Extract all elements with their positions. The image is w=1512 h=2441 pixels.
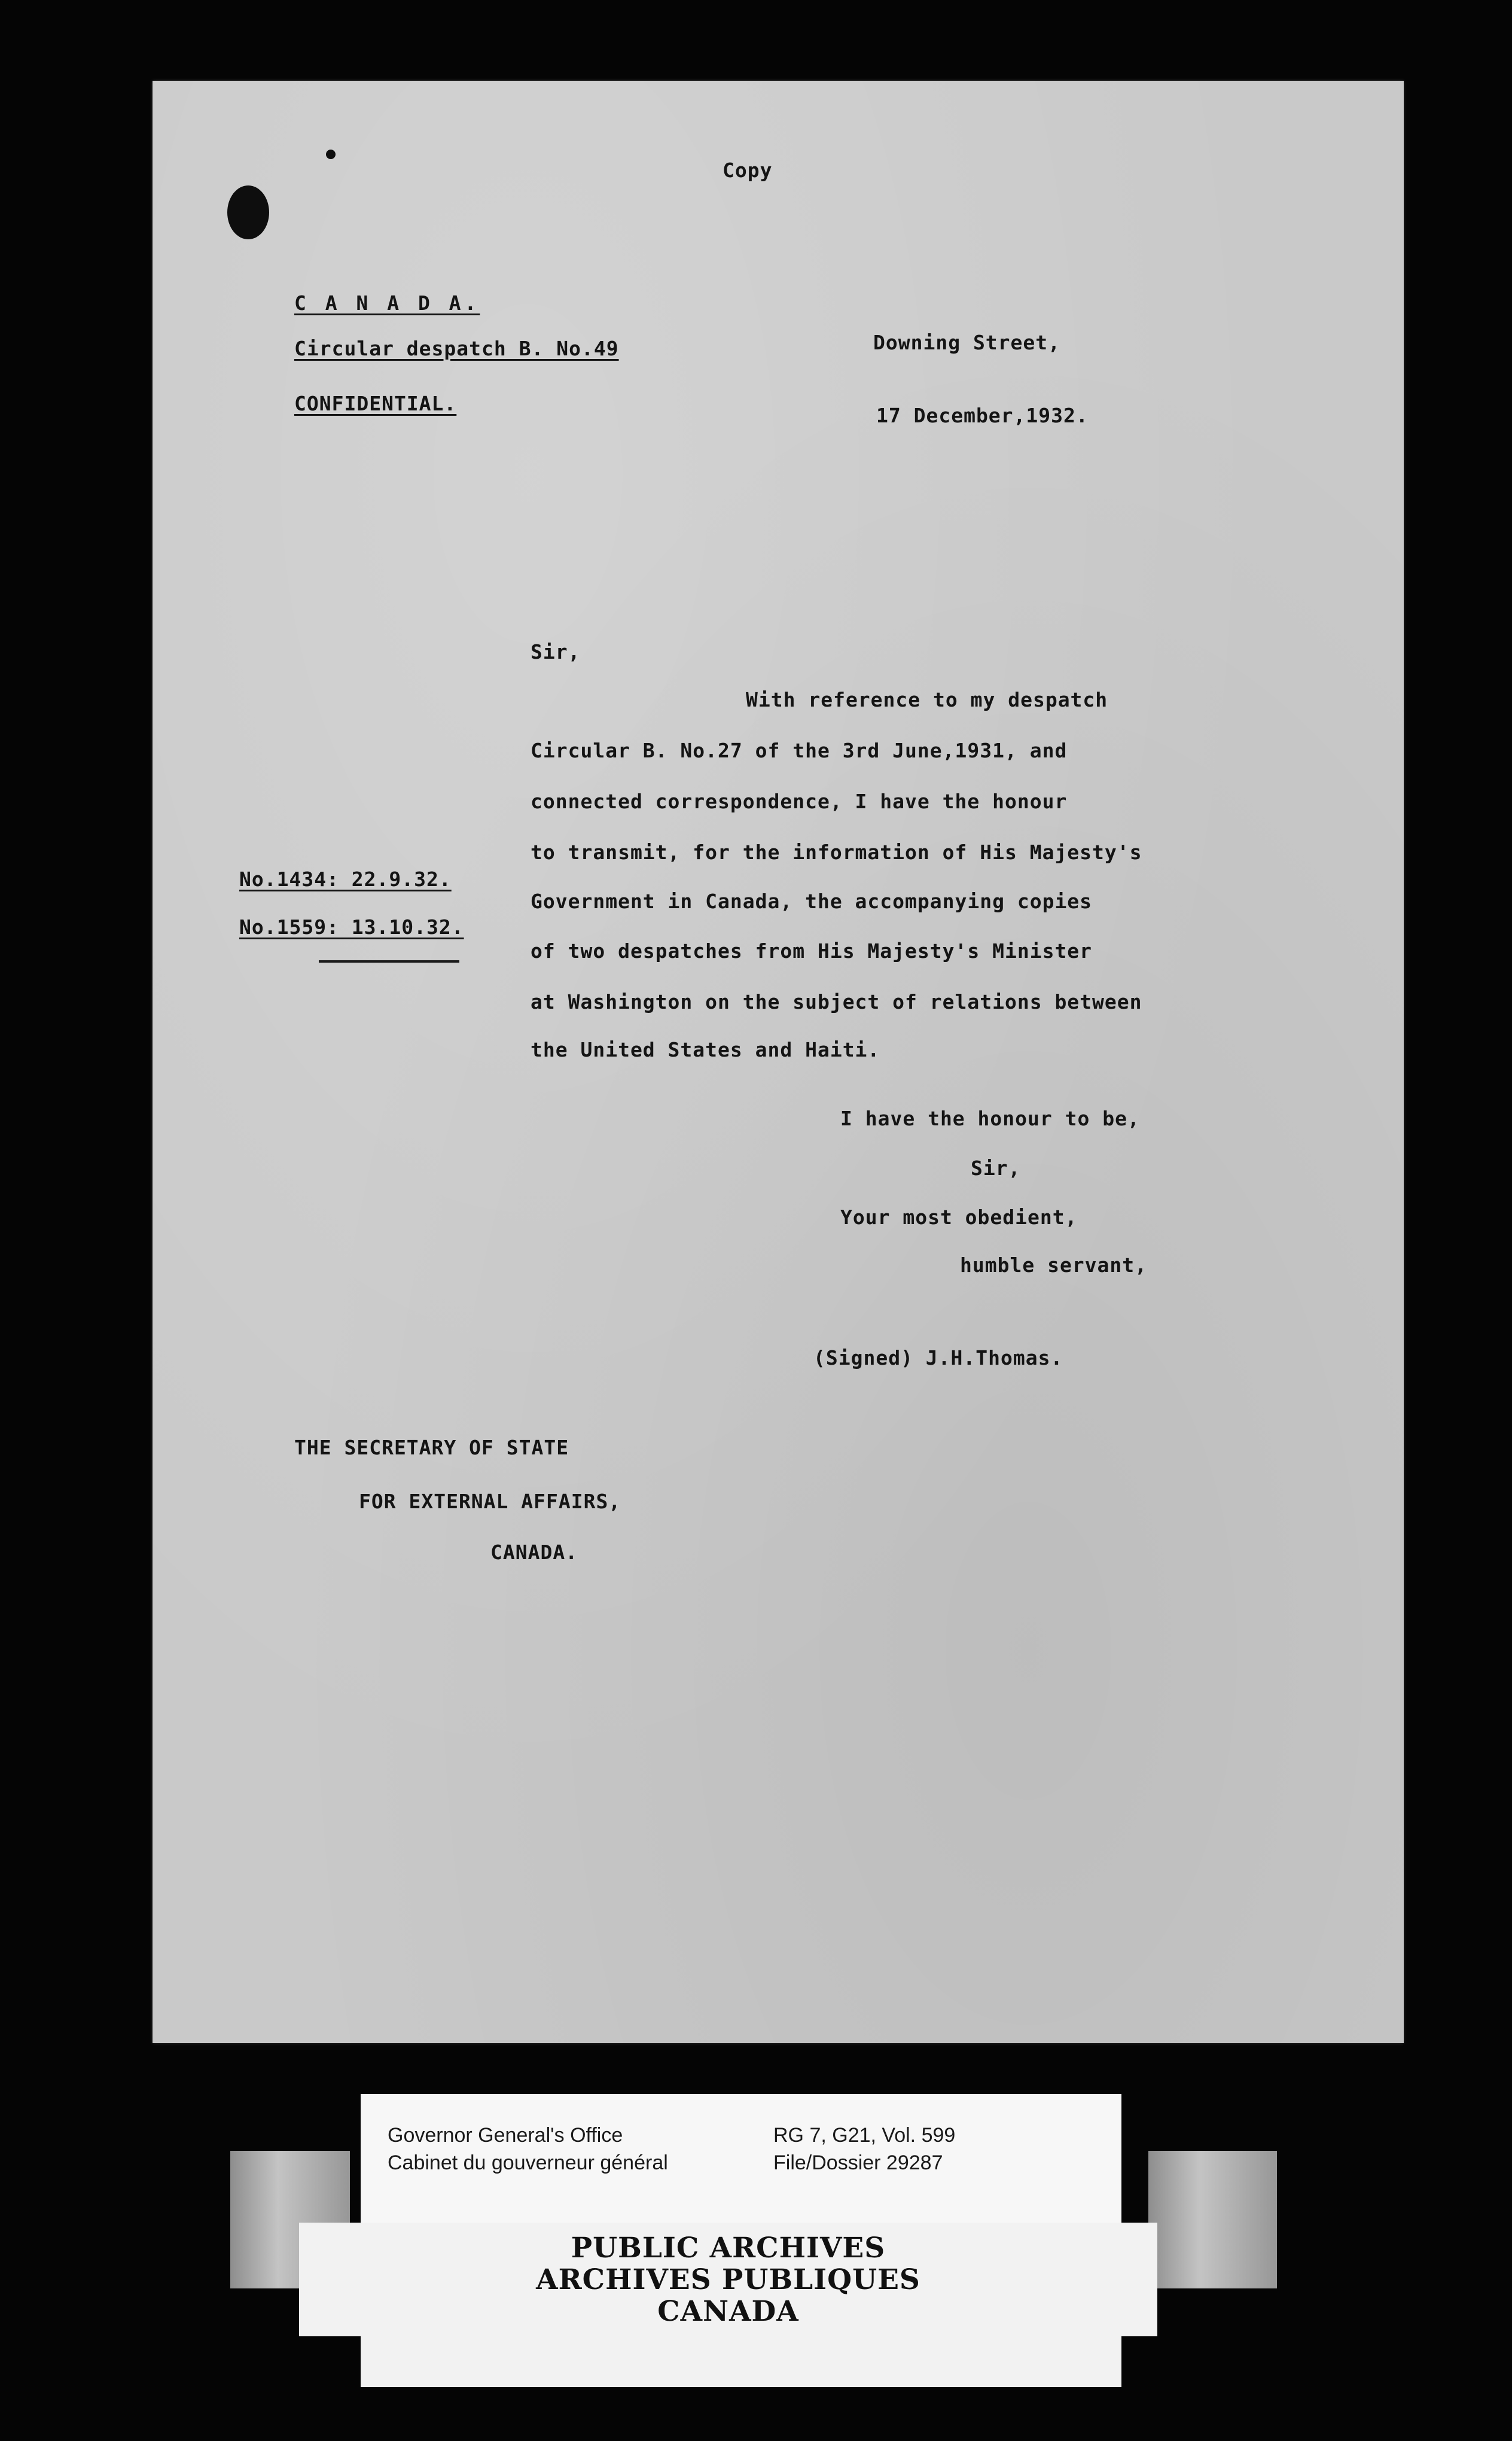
archive-reference-label bbox=[361, 2094, 1121, 2223]
archive-label-base bbox=[361, 2336, 1121, 2387]
office-french: Cabinet du gouverneur général bbox=[388, 2151, 668, 2174]
margin-rule bbox=[319, 960, 459, 963]
margin-reference: No.1434: 22.9.32. bbox=[239, 868, 452, 891]
closing-line: I have the honour to be, bbox=[840, 1107, 1140, 1130]
salutation: Sir, bbox=[531, 640, 581, 663]
body-line: to transmit, for the information of His Majesty's bbox=[531, 841, 1142, 864]
body-line: connected correspondence, I have the honour bbox=[531, 790, 1068, 813]
body-line: With reference to my despatch bbox=[746, 688, 1108, 711]
document-page bbox=[153, 81, 1404, 2043]
signature: (Signed) J.H.Thomas. bbox=[813, 1346, 1063, 1369]
body-line: of two despatches from His Majesty's Minister bbox=[531, 939, 1093, 963]
despatch-reference: Circular despatch B. No.49 bbox=[294, 337, 619, 360]
mount-tab-right bbox=[1148, 2151, 1277, 2288]
classification: CONFIDENTIAL. bbox=[294, 392, 457, 415]
stamp-line: ARCHIVES PUBLIQUES bbox=[536, 2263, 920, 2296]
addressee-line: THE SECRETARY OF STATE bbox=[294, 1436, 569, 1459]
office-english: Governor General's Office bbox=[388, 2124, 623, 2147]
country-heading: C A N A D A. bbox=[294, 291, 480, 315]
ink-speck bbox=[326, 150, 336, 159]
body-line: Government in Canada, the accompanying copies bbox=[531, 890, 1093, 913]
body-line: the United States and Haiti. bbox=[531, 1038, 880, 1061]
addressee-line: CANADA. bbox=[490, 1541, 578, 1564]
letter-date: 17 December,1932. bbox=[876, 404, 1089, 427]
stamp-line: CANADA bbox=[657, 2295, 799, 2328]
addressee-line: FOR EXTERNAL AFFAIRS, bbox=[359, 1490, 621, 1513]
closing-line: humble servant, bbox=[960, 1253, 1148, 1277]
body-line: Circular B. No.27 of the 3rd June,1931, and bbox=[531, 739, 1068, 762]
closing-line: Sir, bbox=[971, 1156, 1021, 1180]
file-number: File/Dossier 29287 bbox=[773, 2151, 943, 2174]
margin-reference: No.1559: 13.10.32. bbox=[239, 915, 464, 939]
body-line: at Washington on the subject of relations between bbox=[531, 990, 1142, 1013]
address-line: Downing Street, bbox=[873, 331, 1061, 354]
stamp-line: PUBLIC ARCHIVES bbox=[571, 2232, 886, 2265]
closing-line: Your most obedient, bbox=[840, 1206, 1078, 1229]
ink-blot bbox=[227, 185, 269, 239]
record-group-reference: RG 7, G21, Vol. 599 bbox=[773, 2124, 956, 2147]
archive-stamp-label bbox=[299, 2223, 1157, 2336]
copy-mark: Copy bbox=[723, 159, 773, 182]
